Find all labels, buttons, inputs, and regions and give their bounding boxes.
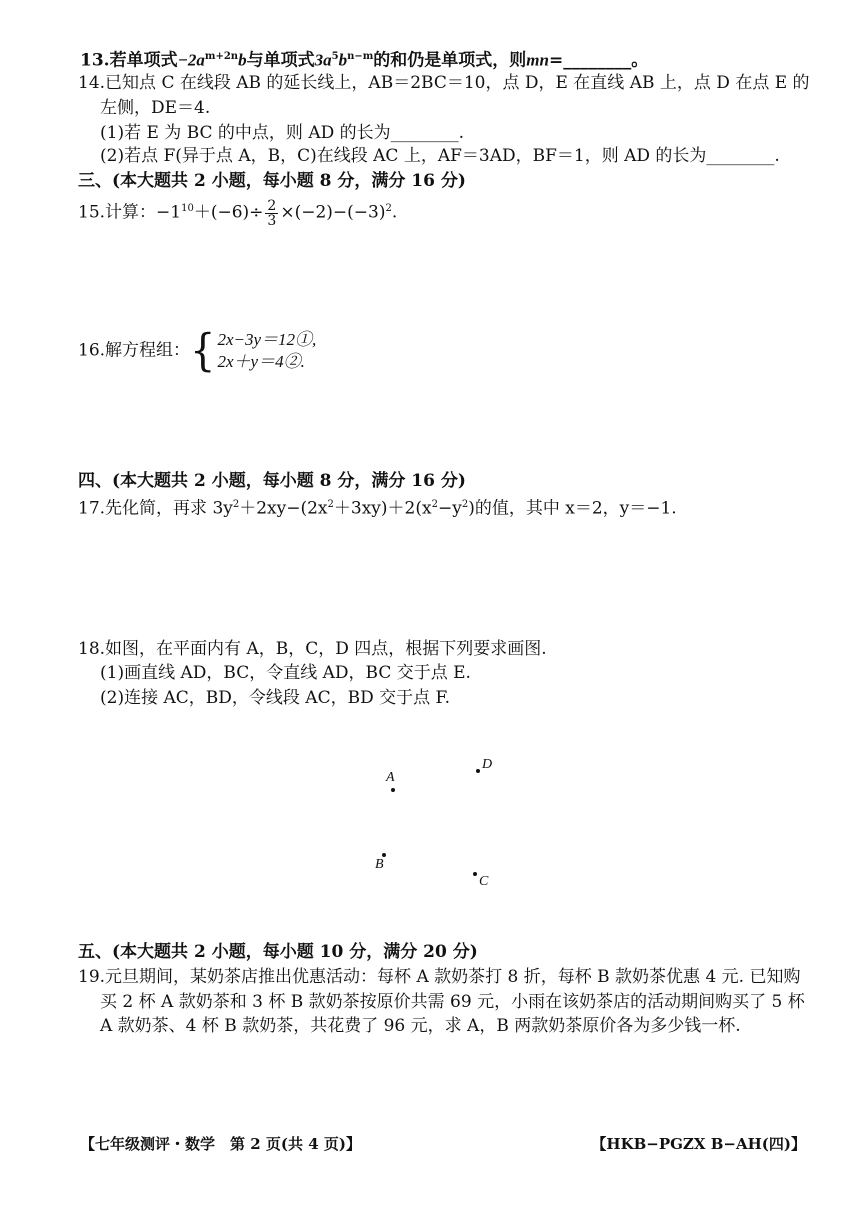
point-d-dot — [476, 769, 480, 773]
footer-left: 【七年级测评・数学 第 2 页(共 4 页)】 — [80, 1135, 361, 1153]
q13-mid: 与单项式 — [246, 50, 315, 71]
q13-term2-b: b — [338, 50, 348, 70]
q14-line1: 14.已知点 C 在线段 AB 的延长线上，AB＝2BC＝10，点 D，E 在直线 AB 上，点 D 在点 E 的 — [78, 73, 810, 93]
q13-term1-b: b — [238, 50, 247, 70]
q15-frac-den: 3 — [267, 212, 277, 229]
question-13 — [80, 46, 648, 72]
q13-tail: 的和仍是单项式，则 — [373, 50, 527, 71]
q15-frac-num: 2 — [267, 197, 277, 214]
point-c-dot — [473, 872, 477, 876]
q13-label: 13.若单项式 — [80, 50, 178, 71]
q17-e4: 2 — [461, 499, 469, 510]
q15-exp2: 2 — [385, 203, 392, 214]
section-4-heading: 四、(本大题共 2 小题，每小题 8 分，满分 16 分) — [78, 471, 466, 491]
equation-system — [218, 329, 317, 373]
q16-eq2: 2x＋y＝4②. — [217, 351, 305, 371]
q19-line1: 19.元旦期间，某奶茶店推出优惠活动：每杯 A 款奶茶打 8 折，每杯 B 款奶茶优惠 4 元. 已知购 — [78, 967, 801, 987]
q14-line2: 左侧，DE＝4. — [100, 98, 211, 118]
q16-label: 16.解方程组： — [78, 340, 191, 361]
point-a-dot — [391, 788, 395, 792]
q17-pre: 17.先化简，再求 3y — [78, 498, 233, 519]
q15-fraction — [265, 199, 278, 228]
brace-glyph: { — [190, 325, 216, 376]
point-b-dot — [382, 853, 386, 857]
q17-e1: 2 — [232, 499, 240, 510]
q17-e3: 2 — [431, 499, 438, 510]
q13-term2: 3a — [314, 50, 332, 70]
point-label-b: B — [375, 857, 384, 872]
q17-e2: 2 — [327, 499, 334, 510]
q15-mid2: ×(−2)−(−3) — [280, 202, 386, 223]
section-3-heading: 三、(本大题共 2 小题，每小题 8 分，满分 16 分) — [78, 171, 466, 191]
q13-term2-exp: 5 — [331, 51, 339, 62]
q15-end: . — [391, 202, 398, 223]
question-15 — [78, 198, 397, 228]
q16-eq1: 2x−3y＝12①, — [217, 329, 317, 349]
q13-var: mn — [526, 50, 549, 70]
q17-m2: ＋3xy)＋2(x — [333, 498, 432, 519]
question-16 — [78, 325, 317, 376]
q13-end: =________。 — [548, 50, 649, 71]
q19-line3: A 款奶茶、4 杯 B 款奶茶，共花费了 96 元，求 A，B 两款奶茶原价各为多少钱一杯. — [100, 1016, 741, 1036]
q17-m1: ＋2xy−(2x — [239, 498, 328, 519]
footer-right: 【HKB−PGZX B−AH(四)】 — [591, 1135, 806, 1153]
point-label-d: D — [482, 757, 493, 772]
point-label-c: C — [479, 874, 489, 889]
q14-sub1: (1)若 E 为 BC 的中点，则 AD 的长为________. — [100, 123, 465, 143]
question-17 — [78, 494, 677, 520]
point-label-a: A — [386, 770, 395, 785]
q18-sub2: (2)连接 AC，BD，令线段 AC，BD 交于点 F. — [100, 688, 451, 708]
section-5-heading: 五、(本大题共 2 小题，每小题 10 分，满分 20 分) — [78, 942, 478, 962]
q15-mid1: ＋(−6)÷ — [193, 202, 264, 223]
q18-sub1: (1)画直线 AD，BC，令直线 AD，BC 交于点 E. — [100, 663, 471, 683]
q17-end: )的值，其中 x＝2，y＝−1. — [468, 498, 677, 519]
q13-term2-bexp: n−m — [347, 51, 374, 62]
q15-pre: 15.计算：−1 — [78, 202, 182, 223]
q13-term1-exp: m+2n — [204, 51, 239, 62]
q13-term1: −2a — [177, 50, 205, 70]
q14-sub2: (2)若点 F(异于点 A，B，C)在线段 AC 上，AF＝3AD，BF＝1，则 AD 的长为________. — [100, 146, 780, 166]
q17-m3: −y — [437, 498, 462, 519]
q15-exp1: 10 — [181, 203, 194, 214]
q18-line1: 18.如图，在平面内有 A，B，C，D 四点，根据下列要求画图. — [78, 639, 547, 659]
q19-line2: 买 2 杯 A 款奶茶和 3 杯 B 款奶茶按原价共需 69 元，小雨在该奶茶店的活动期间购买了 5 杯 — [100, 992, 805, 1012]
